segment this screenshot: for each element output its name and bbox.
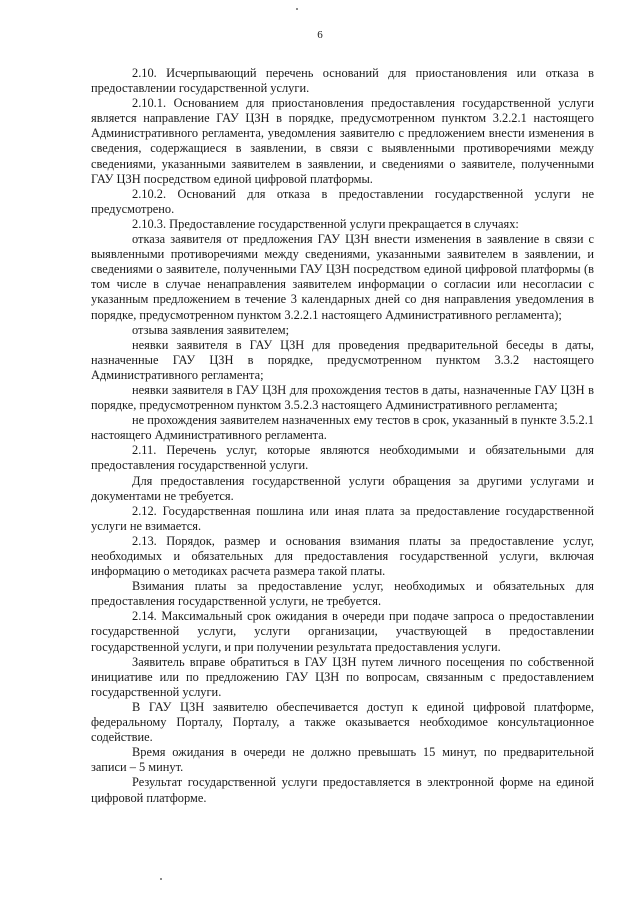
section-2-12: 2.12. Государственная пошлина или иная плата за предоставление государственной услуги не взимается.: [91, 503, 594, 533]
section-2-14-result: Результат государственной услуги предоставляется в электронной форме на единой цифровой платформе.: [91, 775, 594, 805]
termination-case-no-interview: неявки заявителя в ГАУ ЦЗН для проведения предварительной беседы в даты, назначенные ГАУ ЦЗН в порядке, предусмотренном пунктом 3.3.2 настоящего Административного регламента;: [91, 337, 594, 382]
section-2-13-text: Взимания платы за предоставление услуг, необходимых и обязательных для предоставления государственной услуги, не требуется.: [91, 579, 594, 609]
section-2-10-1: 2.10.1. Основанием для приостановления предоставления государственной услуги является направление ГАУ ЦЗН в порядке, предусмотренном пунктом 3.2.2.1 настоящего Административного регламента, уведомления заявителю с предложением внести изменения в сведения, содержащиеся в заявлении, в связи с выявленными противоречиями между сведениями, указанными заявителем в заявлении, и сведениями о заявителе, полученными ГАУ ЦЗН посредством единой цифровой платформы.: [91, 96, 594, 186]
termination-case-tests-not-passed: не прохождения заявителем назначенных ему тестов в срок, указанный в пункте 3.5.2.1 настоящего Административного регламента.: [91, 413, 594, 443]
section-2-10-3: 2.10.3. Предоставление государственной услуги прекращается в случаях:: [132, 216, 519, 231]
section-2-10-2: 2.10.2. Оснований для отказа в предоставлении государственной услуги не предусмотрено.: [91, 186, 594, 216]
section-2-14-access: В ГАУ ЦЗН заявителю обеспечивается доступ к единой цифровой платформе, федеральному Порталу, Порталу, а также оказывается необходимое консультационное содействие.: [91, 699, 594, 745]
section-2-14: 2.14. Максимальный срок ожидания в очереди при подаче запроса о предоставлении государственной услуги, услуги организации, участвующей в предоставлении государственной услуги, и при получении результата предоставления услуги.: [91, 609, 594, 654]
section-2-11-text: Для предоставления государственной услуги обращения за другими услугами и документами не требуется.: [91, 473, 594, 503]
section-2-13: 2.13. Порядок, размер и основания взимания платы за предоставление услуг, необходимых и обязательных для предоставления государственной услуги, включая информацию о методиках расчета размера такой платы.: [91, 533, 594, 579]
termination-case-no-tests-attendance: неявки заявителя в ГАУ ЦЗН для прохождения тестов в даты, назначенные ГАУ ЦЗН в порядке, предусмотренном пунктом 3.5.2.3 настоящего Административного регламента;: [91, 382, 594, 413]
document-body: [91, 66, 594, 806]
section-2-14-wait-time: Время ожидания в очереди не должно превышать 15 минут, по предварительной записи – 5 минут.: [91, 745, 594, 775]
section-2-11: 2.11. Перечень услуг, которые являются необходимыми и обязательными для предоставления государственной услуги.: [91, 443, 594, 473]
section-2-10: 2.10. Исчерпывающий перечень оснований для приостановления или отказа в предоставлении государственной услуги.: [91, 66, 594, 96]
section-2-14-visit: Заявитель вправе обратиться в ГАУ ЦЗН путем личного посещения по собственной инициативе или по предложению ГАУ ЦЗН по вопросам, связанным с предоставлением государственной услуги.: [91, 654, 594, 699]
page-number: 6: [317, 29, 323, 41]
termination-case-withdrawal: отзыва заявления заявителем;: [132, 322, 290, 337]
scan-speck: [296, 8, 298, 10]
scan-speck: [160, 878, 162, 880]
termination-case-refusal: отказа заявителя от предложения ГАУ ЦЗН внести изменения в заявление в связи с выявленными противоречиями между сведениями, указанными заявителем в заявлении, и сведениями о заявителе, полученными ГАУ ЦЗН посредством единой цифровой платформы (в том числе в случае ненаправления заявителем информации о согласии или несогласии с указанным предложением в течение 3 календарных дней со дня направления уведомления в порядке, предусмотренном пунктом 3.2.2.1 настоящего Административного регламента);: [91, 232, 594, 322]
